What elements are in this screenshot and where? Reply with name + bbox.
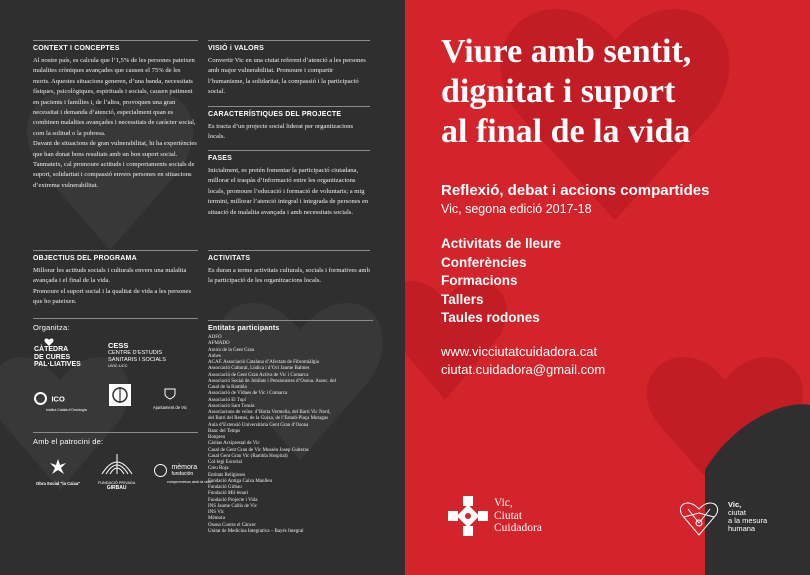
entitat-item: Associació Cultural, Lúdica i d’Oci Jaume Balmes: [208, 366, 310, 372]
catedra-heart-icon: [44, 338, 54, 347]
entitat-item: INS Jaume Callís de Vic: [208, 503, 258, 509]
mesura-line-2: ciutat: [728, 508, 746, 517]
fases-heading: FASES: [208, 150, 370, 162]
memora-title: mèmora: [171, 463, 198, 471]
cuidadora-line-2: Ciutat: [494, 509, 523, 522]
context-heading: CONTEXT I CONCEPTES: [33, 40, 198, 52]
cess-logo: [108, 341, 166, 368]
activitats-section: [208, 250, 370, 287]
activitats-text: Es duran a terme activitats culturals, socials i formatives amb la participació de les organitzacions locals.: [208, 267, 370, 285]
context-section: [33, 40, 198, 191]
cuidadora-line-1: Vic,: [494, 497, 513, 509]
entitat-item: Anhes: [208, 353, 221, 359]
ajuntament-logo: [152, 387, 188, 410]
activity-item: Activitats de lleure: [441, 236, 562, 251]
contact-links: [441, 343, 605, 379]
entitat-item: Aula d’Extensió Universitària Gent Gran d’Osona: [208, 422, 309, 428]
visio-heading: VISIÓ i VALORS: [208, 40, 370, 52]
entitat-item: Fundació Projecte i Vida: [208, 497, 258, 503]
entitat-item: ADFO: [208, 335, 222, 340]
caracteristiques-section: [208, 106, 370, 143]
activities-list: [441, 235, 561, 328]
entitat-item: Fundació Mil·lenari: [208, 491, 249, 497]
activity-item: Taules rodones: [441, 310, 540, 325]
entitat-item: Associació Sant Tomàs: [208, 403, 255, 409]
visio-text: Convertir Vic en una ciutat referent d’atenció a les persones amb major vulnerabilitat. Promoure i compartir l’humanisme, la solidaritat, la compassió i la participació social.: [208, 57, 366, 96]
entitat-item: Osona Contra el Càncer: [208, 522, 256, 528]
entitat-item: Associació Social de Jubilats i Pensionistes d’Osona. Assoc. del: [208, 378, 337, 384]
entitat-item: Casal de Gent Gran de Vic Mossèn Josep Guiteras: [208, 447, 309, 453]
objectius-paragraph-1: Millorar les actituds socials i culturals envers una malaltia avançada i el final de la vida.: [33, 267, 187, 285]
organitza-section: [33, 318, 198, 332]
entitat-item: Banc del Temps: [208, 428, 241, 434]
entitats-section: [208, 320, 373, 535]
entitat-item: Amics de la Gent Gran: [208, 347, 255, 353]
ico-sub: Institut Català d’Oncologia: [46, 408, 87, 412]
subtitle: Reflexió, debat i accions compartides: [441, 182, 710, 199]
ico-logo: [34, 390, 87, 412]
girbau-label: GIRBAU: [106, 485, 127, 491]
caracteristiques-heading: CARACTERÍSTIQUES DEL PROJECTE: [208, 106, 370, 118]
activity-item: Conferències: [441, 254, 527, 270]
mesura-humana-heart-icon: [678, 497, 720, 539]
entitat-item: Fundació Girbau: [208, 485, 242, 490]
catedra-line-2: DE CURES: [34, 353, 71, 361]
cess-tag: UVIC·UCC: [108, 363, 128, 368]
context-paragraph-2: Davant de situacions de gran vulnerabilitat, hi ha experiències que han donat bons resultats amb un bon suport social. Tanmateix, cal promoure actituds i comportaments socials de suport, solidaritat i compassió envers persones en situacions d’extrema vulnerabilitat.: [33, 140, 197, 189]
catedra-line-1: CÀTEDRA: [34, 346, 69, 353]
entitat-item: ACAF. Associació Catalana d’Afectats de Fibromiàlgia: [208, 360, 319, 365]
entitat-item: Associació El Tupí: [208, 397, 247, 403]
activitats-heading: ACTIVITATS: [208, 250, 370, 262]
vic-mesura-humana-logo: [678, 497, 768, 544]
entitat-item: Col·legi Escorial: [208, 460, 243, 465]
website-link[interactable]: www.vicciutatcuidadora.cat: [441, 344, 598, 359]
mesura-line-4: humana: [728, 524, 756, 533]
organitza-label: Organitza:: [33, 318, 198, 332]
activity-item: Formacions: [441, 273, 518, 288]
cuidadora-emblem-icon: [446, 494, 490, 538]
entitat-item: Càritas Arxiprestal de Vic: [208, 441, 260, 447]
main-title: [441, 32, 781, 152]
memora-fundacion: fundación: [171, 470, 194, 477]
girbau-lines-icon: [100, 452, 134, 476]
title-line-2: dignitat i suport: [441, 73, 676, 110]
cess-title: CESS: [108, 341, 129, 350]
objectius-section: [33, 250, 198, 308]
cess-sub-2: SANITARIS I SOCIALS: [108, 356, 167, 363]
cuidadora-line-3: Cuidadora: [494, 522, 542, 534]
entitat-item: Mèmora: [208, 516, 225, 522]
ajuntament-label: Ajuntament de Vic: [153, 405, 187, 410]
entitat-item: del Barri del Remei, de la Guixa, de l’Estadi-Plaça Moragas: [208, 416, 329, 422]
entitat-item: INS Vic: [208, 510, 225, 515]
cess-sub-1: CENTRE D’ESTUDIS: [108, 350, 163, 356]
entitat-item: Entitats Religioses: [208, 472, 246, 478]
objectius-heading: OBJECTIUS DEL PROGRAMA: [33, 250, 198, 262]
vic-ciutat-cuidadora-logo: [446, 494, 542, 543]
mesura-line-1: Vic,: [728, 500, 742, 509]
patrocini-label: Amb el patrocini de:: [33, 432, 198, 446]
edition: Vic, segona edició 2017-18: [441, 202, 592, 216]
email-link[interactable]: ciutat.cuidadora@gmail.com: [441, 362, 606, 377]
entitat-item: Creu Roja: [208, 466, 229, 472]
fases-text: Inicialment, es pretén fomentar la participació ciutadana, millorar el traspàs d’informació entre les organitzacions locals, promoure l’educació i formació de voluntaris; a mig termini, millorar l’atenció integral i integrada de persones en situació de malaltia avançada i amb necessitats socials.: [208, 167, 369, 216]
ajuntament-shield-icon: [164, 388, 176, 400]
memora-tagline: compromesos amb la vida: [167, 480, 212, 484]
ico-title: ICO: [51, 394, 65, 404]
ico-circle-icon: [34, 392, 47, 405]
objectius-paragraph-2: Promoure el suport social i la qualitat de vida a les persones que ho pateixen.: [33, 287, 192, 306]
entitat-item: Associació de Vídues de Vic i Comarca: [208, 391, 288, 397]
entitat-item: Associacions de veïns: d’Horta Vermella, del Barri Vic Nord,: [208, 410, 331, 415]
visio-section: [208, 40, 370, 98]
entitat-item: Fundació Antiga Caixa Manlleu: [208, 478, 273, 484]
catedra-line-3: PAL·LIATIVES: [34, 361, 81, 368]
la-caixa-label: Obra Social "la Caixa": [36, 481, 81, 486]
entitat-item: Bonpreu: [208, 435, 226, 440]
catedra-logo: [34, 340, 81, 369]
la-caixa-logo: [36, 458, 80, 486]
girbau-logo: [98, 452, 135, 491]
entitat-item: Casal Gent Gran Vic (Rambla Hospital): [208, 453, 288, 459]
caracteristiques-text: Es tracta d’un projecte social liderat per organitzacions locals.: [208, 123, 354, 141]
la-caixa-star-icon: [45, 458, 71, 476]
who-emblem-icon: [108, 383, 132, 407]
title-line-3: al final de la vida: [441, 113, 691, 150]
entitats-heading: Entitats participants: [208, 320, 373, 332]
entitat-item: AFMADO: [208, 341, 230, 347]
activity-item: Tallers: [441, 291, 484, 307]
memora-logo: [154, 462, 211, 484]
title-line-1: Viure amb sentit,: [441, 33, 692, 70]
fases-section: [208, 150, 370, 218]
entitat-item: Associació de Gent Gran Activa de Vic i Comarca: [208, 372, 309, 378]
patrocini-section: [33, 432, 198, 446]
girbau-fundacio-label: FUNDACIÓ PRIVADA: [98, 481, 136, 485]
context-paragraph-1: Al nostre país, es calcula que l’1,5% de les persones pateixen malalties cròniques avançades que causen el 75% de les morts. Aquestes situacions generen, d’una banda, necessitats físiques, psicològiques, espirituals i socials, causen patiment en pacients i famílies i, de l’altra, provoquen una gran necessitat i demanda d’atenció, especialment quan es combinen malalties avançades i necessitats de caràcter social, com la solitud o la pobresa.: [33, 57, 196, 137]
mesura-line-3: a la mesura: [728, 516, 768, 525]
memora-circle-icon: [154, 464, 167, 477]
entitat-item: Casal de la Rambla: [208, 385, 247, 390]
entitats-list: [208, 335, 373, 535]
who-logo: [108, 383, 132, 412]
entitat-item: Unitat de Medicina Integrativa – Bayés Integral: [208, 528, 304, 534]
